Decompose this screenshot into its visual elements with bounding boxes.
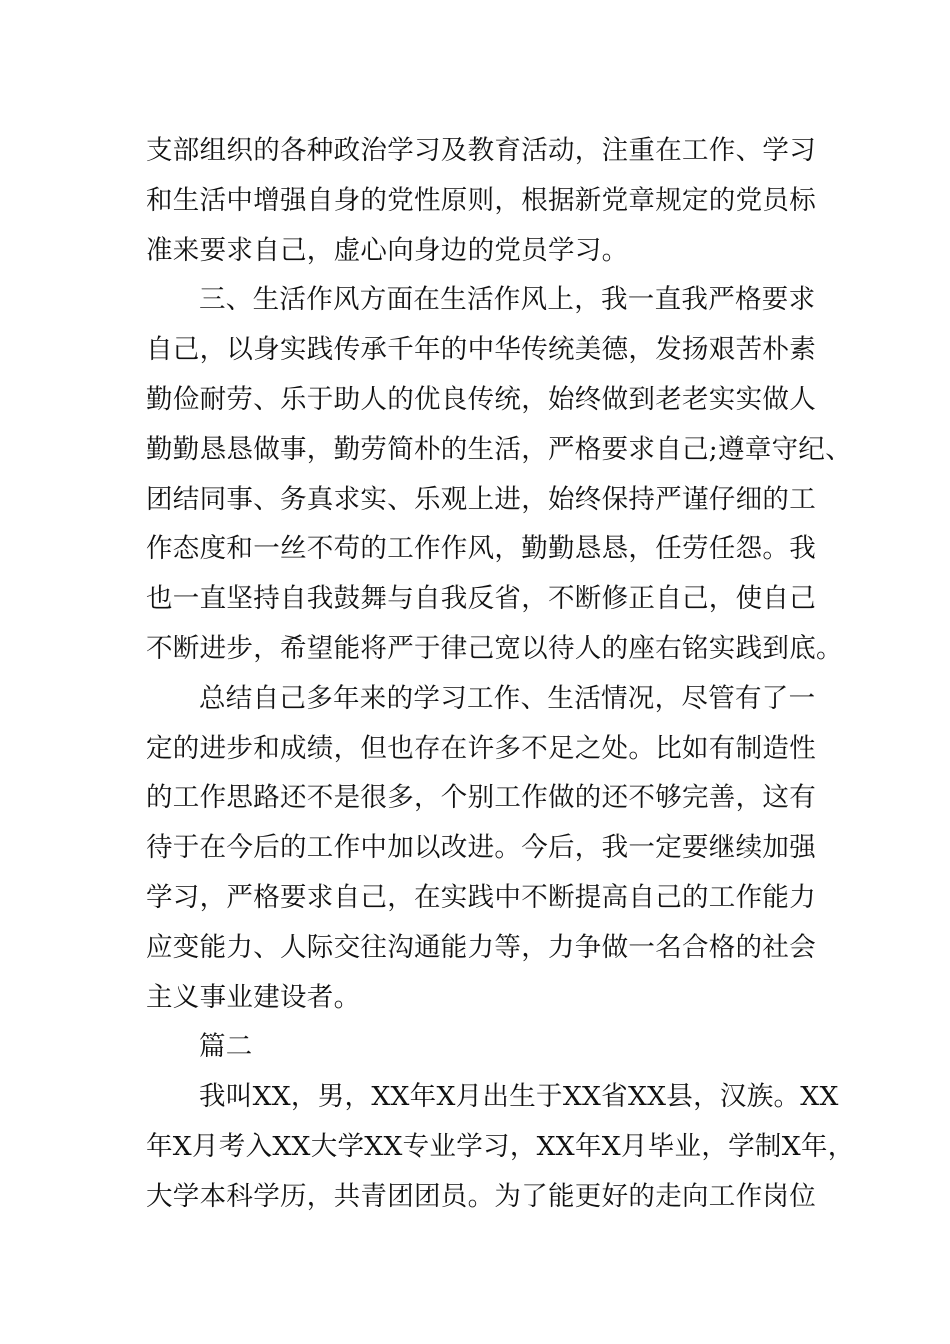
- text-line-11: 不断进步，希望能将严于律己宽以待人的座右铭实践到底。: [146, 632, 843, 664]
- summary-paragraph-start-line: 总结自己多年来的学习工作、生活情况，尽管有了一: [199, 682, 816, 714]
- text-line-18: 主义事业建设者。: [146, 981, 361, 1013]
- text-line-1: 支部组织的各种政治学习及教育活动，注重在工作、学习: [146, 135, 816, 166]
- text-line-16: 学习，严格要求自己，在实践中不断提高自己的工作能力: [146, 881, 816, 913]
- text-line-9: 作态度和一丝不苟的工作作风，勤勤恳恳，任劳任怨。我: [146, 533, 816, 565]
- text-line-17: 应变能力、人际交往沟通能力等，力争做一名合格的社会: [146, 931, 816, 963]
- text-line-14: 的工作思路还不是很多，个别工作做的还不够完善，这有: [146, 782, 816, 814]
- text-line-21: 年X月考入XX大学XX专业学习，XX年X月毕业，学制X年，: [146, 1130, 855, 1162]
- text-line-2: 和生活中增强自身的党性原则，根据新党章规定的党员标: [146, 184, 816, 216]
- text-line-15: 待于在今后的工作中加以改进。今后，我一定要继续加强: [146, 832, 816, 864]
- text-line-8: 团结同事、务真求实、乐观上进，始终保持严谨仔细的工: [146, 483, 816, 515]
- text-line-3: 准来要求自己，虚心向身边的党员学习。: [146, 234, 629, 266]
- text-line-10: 也一直坚持自我鼓舞与自我反省，不断修正自己，使自己: [146, 583, 816, 615]
- text-line-5: 自己，以身实践传承千年的中华传统美德，发扬艰苦朴素: [146, 334, 816, 366]
- text-line-22: 大学本科学历，共青团团员。为了能更好的走向工作岗位: [146, 1180, 816, 1212]
- section-two-title: 篇二: [199, 1031, 253, 1063]
- section-three-heading-line: 三、生活作风方面在生活作风上，我一直我严格要求: [199, 284, 816, 316]
- text-line-6: 勤俭耐劳、乐于助人的优良传统，始终做到老老实实做人: [146, 383, 816, 415]
- body-text: [146, 126, 855, 1222]
- text-line-13: 定的进步和成绩，但也存在许多不足之处。比如有制造性: [146, 732, 816, 764]
- profile-paragraph-start-line: 我叫XX，男，XX年X月出生于XX省XX县，汉族。XX: [199, 1081, 839, 1113]
- text-line-7: 勤勤恳恳做事，勤劳简朴的生活，严格要求自己;遵章守纪、: [146, 433, 853, 465]
